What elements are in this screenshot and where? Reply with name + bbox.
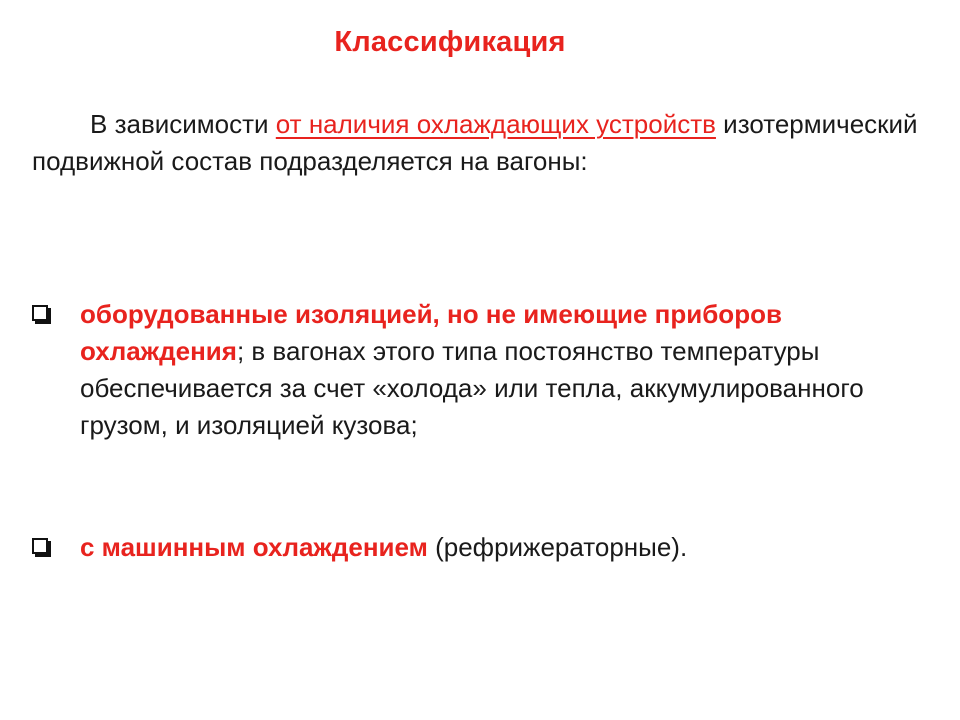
intro-text-after: изотермический подвижной состав подразделяется на вагоны: xyxy=(32,109,918,176)
bullet-text xyxy=(80,529,952,566)
bullet-rest: ; в вагонах этого типа постоянство температуры обеспечивается за счет «холода» или тепла, аккумулированного грузом, и изоляцией кузова; xyxy=(80,336,864,440)
bullet-item-refrigerated xyxy=(32,529,952,566)
bullet-rest: (рефрижераторные). xyxy=(427,532,688,562)
intro-paragraph xyxy=(32,106,932,180)
intro-highlight: от наличия охлаждающих устройств xyxy=(275,109,716,139)
checkbox-square-icon xyxy=(32,538,48,554)
bullet-item-insulated xyxy=(32,296,952,444)
bullet-highlight: с машинным охлаждением xyxy=(80,532,428,562)
bullet-text xyxy=(80,296,952,444)
slide-title: Классификация xyxy=(334,26,566,58)
bullet-highlight: оборудованные изоляцией, но не имеющие приборов охлаждения xyxy=(80,299,782,366)
intro-text-before: В зависимости xyxy=(90,109,276,139)
checkbox-square-icon xyxy=(32,305,48,321)
